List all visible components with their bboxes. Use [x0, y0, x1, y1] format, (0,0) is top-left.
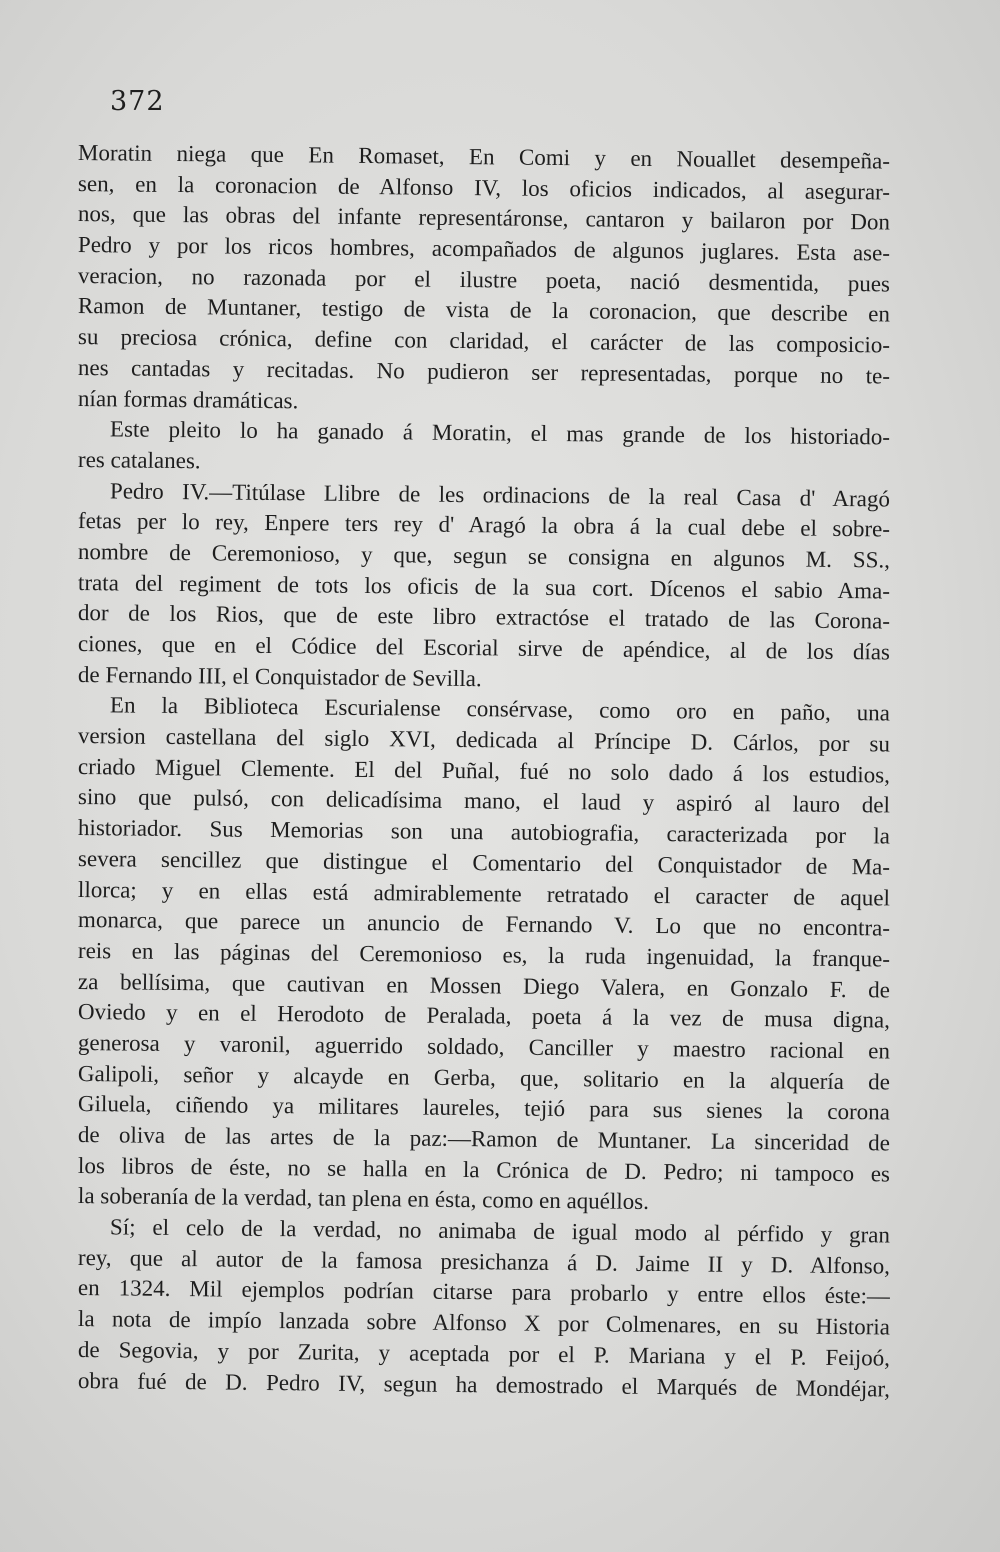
text-line: la nota de impío lanzada sobre Alfonso X por Colmenares, en su Historia — [77, 1306, 891, 1340]
page-number: 372 — [110, 86, 165, 117]
text-line: Moratin niega que En Romaset, En Comi y en Nouallet desempeña- — [77, 140, 891, 174]
text-line: la soberanía de la verdad, tan plena en ésta, como en aquéllos. — [77, 1183, 650, 1215]
text-line: Giluela, ciñendo ya militares laureles, tejió para sus sienes la corona — [77, 1091, 891, 1125]
text-line: za bellísima, que cautivan en Mossen Diego Valera, en Gonzalo F. de — [77, 968, 891, 1003]
text-line: Este pleito lo ha ganado á Moratin, el mas grande de los historiado- — [109, 416, 891, 450]
text-line: Oviedo y en el Herodoto de Peralada, poeta á la vez de musa digna, — [77, 999, 891, 1033]
text-line: su preciosa crónica, define con claridad, el carácter de las composicio- — [77, 324, 891, 358]
text-line: nes cantadas y recitadas. No pudieron ser representadas, porque no te- — [77, 354, 891, 389]
text-line: severa sencillez que distingue el Comentario del Conquistador de Ma- — [77, 845, 891, 880]
text-line: sen, en la coronacion de Alfonso IV, los oficios indicados, al asegurar- — [77, 170, 891, 205]
text-line: de oliva de las artes de la paz:—Ramon de Muntaner. La sinceridad de — [77, 1122, 891, 1156]
text-line: fetas per lo rey, Enpere ters rey d' Aragó la obra á la cual debe el sobre- — [77, 508, 891, 542]
body-text — [77, 138, 891, 1402]
text-line: Galipoli, señor y alcayde en Gerba, que, solitario en la alquería de — [77, 1060, 891, 1095]
text-line: Sí; el celo de la verdad, no animaba de igual modo al pérfido y gran — [109, 1214, 891, 1248]
text-line: rey, que al autor de la famosa presichanza á D. Jaime II y D. Alfonso, — [77, 1244, 891, 1279]
text-line: reis en las páginas del Ceremonioso es, la ruda ingenuidad, la franque- — [77, 937, 891, 972]
text-line: version castellana del siglo XVI, dedicada al Príncipe D. Cárlos, por su — [77, 723, 891, 757]
text-line: los libros de éste, no se halla en la Crónica de D. Pedro; ni tampoco es — [77, 1152, 891, 1187]
text-line: trata del regiment de tots los oficis de la sua cort. Dícenos el sabio Ama- — [77, 569, 891, 604]
text-line: En la Biblioteca Escurialense consérvase, como oro en paño, una — [109, 692, 891, 726]
text-line: dor de los Rios, que de este libro extractóse el tratado de las Corona- — [77, 600, 891, 634]
text-line: veracion, no razonada por el ilustre poeta, nació desmentida, pues — [77, 262, 891, 297]
text-line: Pedro IV.—Titúlase Llibre de les ordinacions de la real Casa d' Aragó — [109, 477, 891, 512]
text-line: nombre de Ceremonioso, y que, segun se consigna en algunos M. SS., — [77, 538, 891, 573]
text-line: Ramon de Muntaner, testigo de vista de la coronacion, que describe en — [77, 293, 891, 327]
text-line: historiador. Sus Memorias son una autobiografia, caracterizada por la — [77, 815, 891, 849]
text-line: ciones, que en el Códice del Escorial sirve de apéndice, al de los días — [77, 631, 891, 665]
text-line: de Fernando III, el Conquistador de Sevilla. — [77, 661, 482, 691]
text-line: nían formas dramáticas. — [77, 385, 299, 413]
text-line: generosa y varonil, aguerrido soldado, Canciller y maestro racional en — [77, 1029, 891, 1064]
text-line: Pedro y por los ricos hombres, acompañados de algunos juglares. Esta ase- — [77, 232, 891, 266]
text-line: criado Miguel Clemente. El del Puñal, fué no solo dado á los estudios, — [77, 753, 891, 788]
text-line: en 1324. Mil ejemplos podrían citarse para probarlo y entre ellos éste:— — [77, 1275, 891, 1309]
text-line: res catalanes. — [77, 446, 201, 474]
text-line: de Segovia, y por Zurita, y aceptada por el P. Mariana y el P. Feijoó, — [77, 1336, 891, 1371]
text-line: nos, que las obras del infante representáronse, cantaron y bailaron por Don — [77, 201, 891, 235]
text-line: monarca, que parece un anuncio de Fernando V. Lo que no encontra- — [77, 907, 891, 941]
text-line: sino que pulsó, con delicadísima mano, el laud y aspiró al lauro del — [77, 784, 891, 818]
text-line: obra fué de D. Pedro IV, segun ha demostrado el Marqués de Mondéjar, — [77, 1367, 891, 1402]
text-line: llorca; y en ellas está admirablemente retratado el caracter de aquel — [77, 876, 891, 911]
